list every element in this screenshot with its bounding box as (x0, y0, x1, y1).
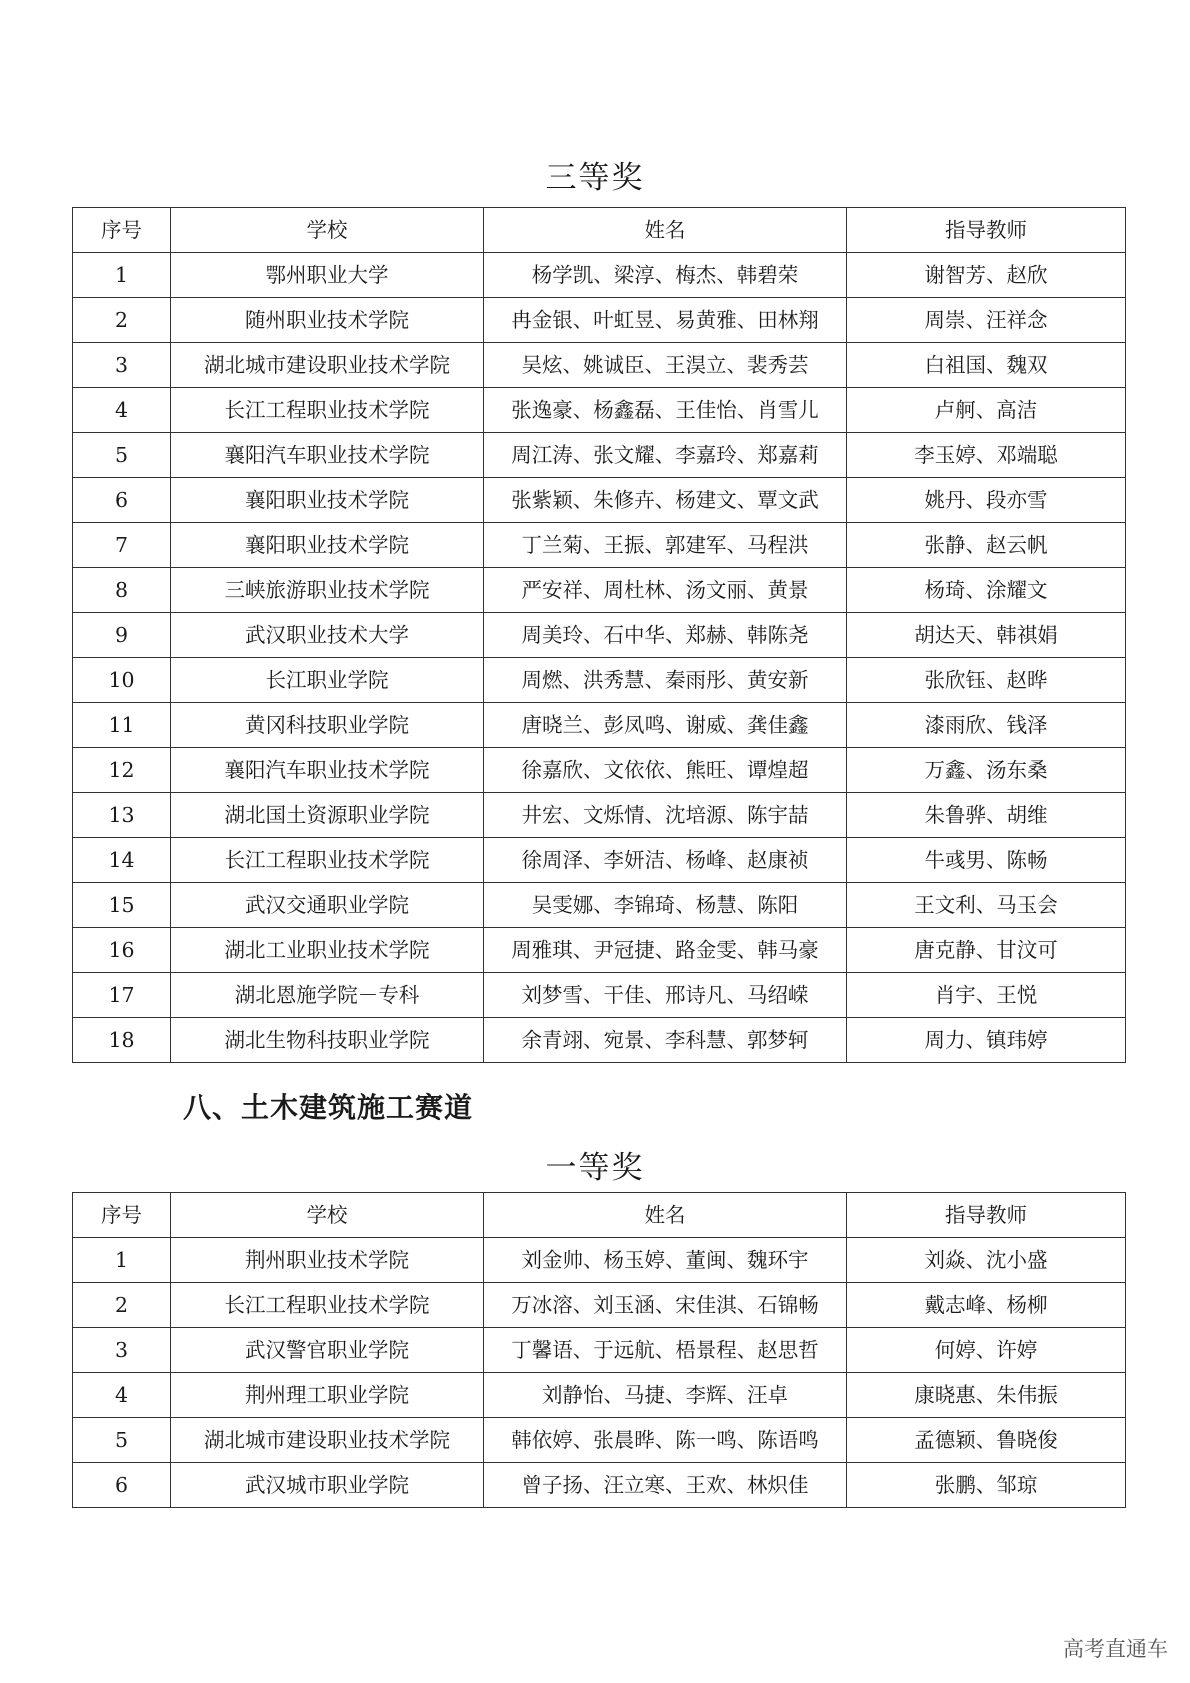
cell-index: 12 (73, 748, 171, 793)
cell-school: 湖北恩施学院－专科 (171, 973, 484, 1018)
cell-advisors: 漆雨欣、钱泽 (847, 703, 1126, 748)
table-row (73, 928, 1126, 973)
cell-names: 徐周泽、李妍洁、杨峰、赵康祯 (484, 838, 847, 883)
cell-index: 15 (73, 883, 171, 928)
table-row (73, 793, 1126, 838)
cell-school: 武汉交通职业学院 (171, 883, 484, 928)
header-school: 学校 (171, 208, 484, 253)
cell-school: 长江工程职业技术学院 (171, 388, 484, 433)
cell-names: 井宏、文烁情、沈培源、陈宇喆 (484, 793, 847, 838)
third-prize-table (72, 207, 1126, 1063)
table-row (73, 613, 1126, 658)
cell-school: 随州职业技术学院 (171, 298, 484, 343)
cell-advisors: 孟德颖、鲁晓俊 (847, 1418, 1126, 1463)
cell-names: 丁兰菊、王振、郭建军、马程洪 (484, 523, 847, 568)
cell-index: 5 (73, 1418, 171, 1463)
table-row (73, 658, 1126, 703)
cell-index: 6 (73, 1463, 171, 1508)
cell-advisors: 杨琦、涂耀文 (847, 568, 1126, 613)
table-row (73, 973, 1126, 1018)
cell-advisors: 肖宇、王悦 (847, 973, 1126, 1018)
cell-names: 曾子扬、汪立寒、王欢、林炽佳 (484, 1463, 847, 1508)
table-row (73, 388, 1126, 433)
table-row (73, 703, 1126, 748)
cell-index: 17 (73, 973, 171, 1018)
cell-school: 湖北生物科技职业学院 (171, 1018, 484, 1063)
cell-names: 周江涛、张文耀、李嘉玲、郑嘉莉 (484, 433, 847, 478)
cell-school: 湖北工业职业技术学院 (171, 928, 484, 973)
header-names: 姓名 (484, 208, 847, 253)
cell-advisors: 牛彧男、陈畅 (847, 838, 1126, 883)
cell-index: 11 (73, 703, 171, 748)
cell-advisors: 朱鲁骅、胡维 (847, 793, 1126, 838)
cell-advisors: 姚丹、段亦雪 (847, 478, 1126, 523)
cell-index: 8 (73, 568, 171, 613)
cell-index: 6 (73, 478, 171, 523)
cell-names: 吴雯娜、李锦琦、杨慧、陈阳 (484, 883, 847, 928)
cell-index: 2 (73, 298, 171, 343)
cell-index: 13 (73, 793, 171, 838)
cell-index: 1 (73, 253, 171, 298)
cell-school: 黄冈科技职业学院 (171, 703, 484, 748)
table-row (73, 883, 1126, 928)
table-row (73, 1463, 1126, 1508)
first-prize-table (72, 1192, 1126, 1508)
cell-advisors: 卢舸、高洁 (847, 388, 1126, 433)
table-header-row (73, 208, 1126, 253)
cell-names: 杨学凯、梁淳、梅杰、韩碧荣 (484, 253, 847, 298)
table-row (73, 1418, 1126, 1463)
cell-advisors: 周力、镇玮婷 (847, 1018, 1126, 1063)
cell-index: 1 (73, 1238, 171, 1283)
cell-advisors: 李玉婷、邓端聪 (847, 433, 1126, 478)
cell-names: 周燃、洪秀慧、秦雨彤、黄安新 (484, 658, 847, 703)
cell-school: 襄阳职业技术学院 (171, 523, 484, 568)
first-prize-rows (73, 1238, 1126, 1508)
cell-names: 韩依婷、张晨晔、陈一鸣、陈语鸣 (484, 1418, 847, 1463)
table-row (73, 433, 1126, 478)
third-prize-rows (73, 253, 1126, 1063)
cell-advisors: 张静、赵云帆 (847, 523, 1126, 568)
cell-school: 长江工程职业技术学院 (171, 838, 484, 883)
cell-names: 万冰溶、刘玉涵、宋佳淇、石锦畅 (484, 1283, 847, 1328)
cell-school: 湖北城市建设职业技术学院 (171, 1418, 484, 1463)
cell-index: 7 (73, 523, 171, 568)
table-row (73, 1373, 1126, 1418)
cell-names: 严安祥、周杜林、汤文丽、黄景 (484, 568, 847, 613)
cell-names: 刘金帅、杨玉婷、董闽、魏环宇 (484, 1238, 847, 1283)
header-advisors: 指导教师 (847, 1193, 1126, 1238)
cell-advisors: 康晓惠、朱伟振 (847, 1373, 1126, 1418)
cell-names: 刘静怡、马捷、李辉、汪卓 (484, 1373, 847, 1418)
cell-names: 张紫颖、朱修卉、杨建文、覃文武 (484, 478, 847, 523)
cell-advisors: 谢智芳、赵欣 (847, 253, 1126, 298)
cell-school: 武汉警官职业学院 (171, 1328, 484, 1373)
cell-index: 10 (73, 658, 171, 703)
cell-school: 长江职业学院 (171, 658, 484, 703)
header-advisors: 指导教师 (847, 208, 1126, 253)
third-prize-title: 三等奖 (545, 160, 645, 196)
cell-index: 16 (73, 928, 171, 973)
cell-school: 荆州职业技术学院 (171, 1238, 484, 1283)
table-row (73, 1328, 1126, 1373)
table-row (73, 343, 1126, 388)
cell-advisors: 胡达天、韩祺娟 (847, 613, 1126, 658)
header-school: 学校 (171, 1193, 484, 1238)
cell-school: 武汉城市职业学院 (171, 1463, 484, 1508)
table-row (73, 523, 1126, 568)
cell-names: 张逸豪、杨鑫磊、王佳怡、肖雪儿 (484, 388, 847, 433)
table-row (73, 1283, 1126, 1328)
cell-advisors: 刘焱、沈小盛 (847, 1238, 1126, 1283)
cell-names: 周美玲、石中华、郑赫、韩陈尧 (484, 613, 847, 658)
cell-index: 9 (73, 613, 171, 658)
cell-index: 14 (73, 838, 171, 883)
cell-names: 丁馨语、于远航、梧景程、赵思哲 (484, 1328, 847, 1373)
section-heading: 八、土木建筑施工赛道 (183, 1091, 474, 1124)
cell-index: 4 (73, 1373, 171, 1418)
table-row (73, 748, 1126, 793)
cell-advisors: 白祖国、魏双 (847, 343, 1126, 388)
cell-index: 4 (73, 388, 171, 433)
cell-advisors: 张欣钰、赵晔 (847, 658, 1126, 703)
header-index: 序号 (73, 208, 171, 253)
cell-school: 襄阳汽车职业技术学院 (171, 748, 484, 793)
table-row (73, 253, 1126, 298)
table-row (73, 478, 1126, 523)
table-row (73, 298, 1126, 343)
cell-index: 3 (73, 343, 171, 388)
cell-school: 鄂州职业大学 (171, 253, 484, 298)
table-row (73, 1018, 1126, 1063)
cell-school: 湖北国土资源职业学院 (171, 793, 484, 838)
watermark: 高考直通车 (1063, 1637, 1168, 1661)
cell-names: 刘梦雪、干佳、邢诗凡、马绍嵘 (484, 973, 847, 1018)
cell-advisors: 戴志峰、杨柳 (847, 1283, 1126, 1328)
cell-advisors: 何婷、许婷 (847, 1328, 1126, 1373)
table-row (73, 838, 1126, 883)
cell-names: 冉金银、叶虹昱、易黄雅、田林翔 (484, 298, 847, 343)
cell-names: 唐晓兰、彭凤鸣、谢威、龚佳鑫 (484, 703, 847, 748)
cell-school: 三峡旅游职业技术学院 (171, 568, 484, 613)
cell-advisors: 张鹏、邹琼 (847, 1463, 1126, 1508)
cell-advisors: 唐克静、甘汶可 (847, 928, 1126, 973)
table-row (73, 1238, 1126, 1283)
cell-school: 湖北城市建设职业技术学院 (171, 343, 484, 388)
cell-advisors: 周崇、汪祥念 (847, 298, 1126, 343)
header-names: 姓名 (484, 1193, 847, 1238)
cell-school: 长江工程职业技术学院 (171, 1283, 484, 1328)
cell-index: 3 (73, 1328, 171, 1373)
cell-advisors: 王文利、马玉会 (847, 883, 1126, 928)
cell-school: 荆州理工职业学院 (171, 1373, 484, 1418)
cell-school: 武汉职业技术大学 (171, 613, 484, 658)
header-index: 序号 (73, 1193, 171, 1238)
cell-advisors: 万鑫、汤东桑 (847, 748, 1126, 793)
cell-index: 2 (73, 1283, 171, 1328)
table-row (73, 568, 1126, 613)
first-prize-title: 一等奖 (545, 1150, 645, 1186)
cell-names: 徐嘉欣、文依依、熊旺、谭煌超 (484, 748, 847, 793)
cell-names: 周雅琪、尹冠捷、路金雯、韩马豪 (484, 928, 847, 973)
cell-index: 18 (73, 1018, 171, 1063)
cell-names: 余青翊、宛景、李科慧、郭梦轲 (484, 1018, 847, 1063)
table-header-row (73, 1193, 1126, 1238)
cell-school: 襄阳职业技术学院 (171, 478, 484, 523)
cell-school: 襄阳汽车职业技术学院 (171, 433, 484, 478)
cell-index: 5 (73, 433, 171, 478)
cell-names: 吴炫、姚诚臣、王淏立、裴秀芸 (484, 343, 847, 388)
